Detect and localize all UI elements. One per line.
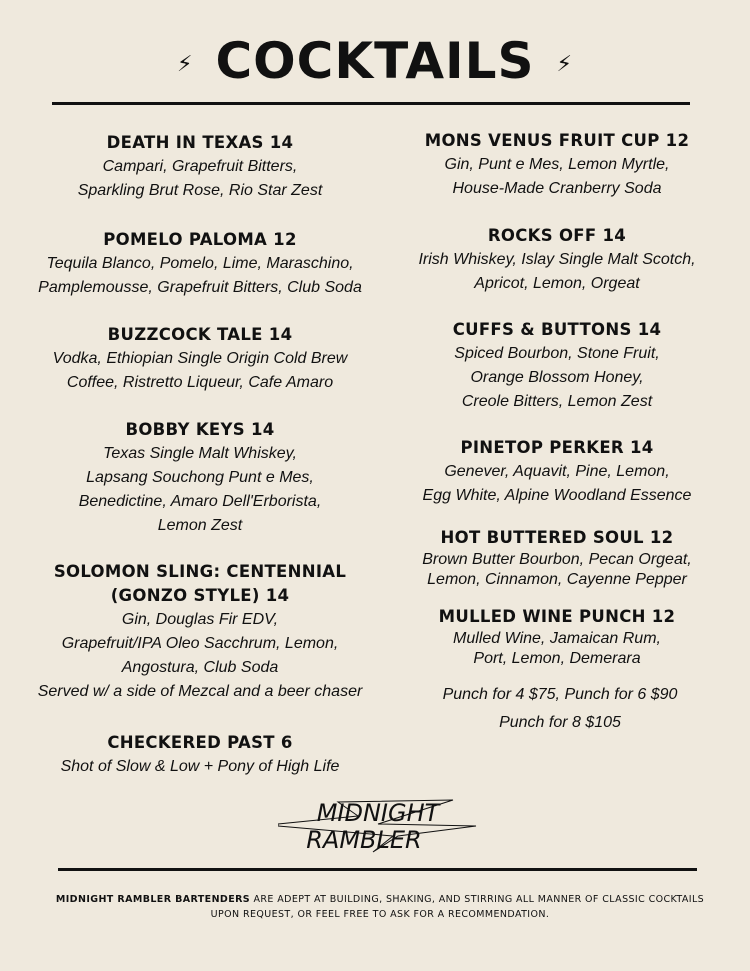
- cocktail-ingredients: Spiced Bourbon, Stone Fruit,: [454, 345, 660, 362]
- cocktail-name: CHECKERED PAST 6: [107, 733, 293, 752]
- cocktail-name: MULLED WINE PUNCH 12: [438, 607, 676, 626]
- footer-bold: MIDNIGHT RAMBLER BARTENDERS: [55, 894, 251, 905]
- cocktail-ingredients: House-Made Cranberry Soda: [452, 180, 662, 197]
- bottom-divider: [58, 868, 697, 871]
- cocktail-item: [20, 228, 380, 300]
- lightning-bolt-icon: ⚡: [556, 52, 573, 77]
- cocktail-name: MONS VENUS FRUIT CUP 12: [424, 131, 690, 150]
- cocktail-ingredients: Pamplemousse, Grapefruit Bitters, Club Soda: [38, 279, 362, 296]
- midnight-rambler-logo: [278, 796, 478, 856]
- cocktail-ingredients: Genever, Aquavit, Pine, Lemon,: [444, 463, 670, 480]
- cocktail-name: ROCKS OFF 14: [487, 226, 627, 245]
- cocktail-item: [377, 436, 737, 508]
- cocktail-item: [20, 731, 380, 779]
- cocktail-name: SOLOMON SLING: CENTENNIAL (GONZO STYLE) 14: [53, 562, 347, 605]
- cocktail-name: POMELO PALOMA 12: [103, 230, 297, 249]
- cocktail-ingredients: Lemon, Cinnamon, Cayenne Pepper: [427, 571, 687, 588]
- footer-note: [40, 892, 720, 922]
- top-divider: [52, 102, 690, 105]
- cocktail-item: [377, 129, 737, 201]
- cocktail-name: BUZZCOCK TALE 14: [107, 325, 293, 344]
- cocktail-ingredients: Apricot, Lemon, Orgeat: [474, 275, 640, 292]
- cocktail-ingredients: Benedictine, Amaro Dell'Erborista,: [78, 493, 322, 510]
- cocktail-ingredients: Lapsang Souchong Punt e Mes,: [86, 469, 314, 486]
- cocktail-ingredients: Coffee, Ristretto Liqueur, Cafe Amaro: [66, 374, 334, 391]
- cocktail-ingredients: Angostura, Club Soda: [121, 659, 279, 676]
- cocktail-ingredients: Vodka, Ethiopian Single Origin Cold Brew: [52, 350, 348, 367]
- cocktail-ingredients: Creole Bitters, Lemon Zest: [461, 393, 653, 410]
- cocktail-ingredients: Sparkling Brut Rose, Rio Star Zest: [77, 182, 323, 199]
- cocktail-item: [377, 526, 737, 590]
- cocktail-item: [20, 131, 380, 203]
- cocktail-item: [377, 605, 737, 669]
- title-text: COCKTAILS: [215, 32, 535, 90]
- punch-price-2: Punch for 8 $105: [499, 714, 621, 731]
- cocktail-ingredients: Served w/ a side of Mezcal and a beer chaser: [37, 683, 363, 700]
- cocktail-ingredients: Irish Whiskey, Islay Single Malt Scotch,: [418, 251, 696, 268]
- cocktail-item: [20, 560, 380, 704]
- cocktail-ingredients: Gin, Punt e Mes, Lemon Myrtle,: [444, 156, 670, 173]
- cocktail-ingredients: Gin, Douglas Fir EDV,: [121, 611, 279, 628]
- cocktail-name: PINETOP PERKER 14: [460, 438, 654, 457]
- cocktail-name: BOBBY KEYS 14: [125, 420, 275, 439]
- cocktail-ingredients: Tequila Blanco, Pomelo, Lime, Maraschino,: [46, 255, 354, 272]
- lightning-bolt-icon: ⚡: [177, 52, 194, 77]
- cocktail-name: DEATH IN TEXAS 14: [106, 133, 294, 152]
- cocktail-ingredients: Shot of Slow & Low + Pony of High Life: [60, 758, 340, 775]
- cocktail-ingredients: Mulled Wine, Jamaican Rum,: [453, 630, 661, 647]
- punch-price-1: Punch for 4 $75, Punch for 6 $90: [442, 686, 678, 703]
- cocktail-ingredients: Texas Single Malt Whiskey,: [103, 445, 297, 462]
- cocktail-ingredients: Port, Lemon, Demerara: [473, 650, 641, 667]
- cocktail-ingredients: Brown Butter Bourbon, Pecan Orgeat,: [422, 551, 692, 568]
- cocktail-name: HOT BUTTERED SOUL 12: [440, 528, 674, 547]
- logo-line-1: MIDNIGHT: [316, 799, 440, 827]
- cocktail-item: [377, 318, 737, 414]
- cocktail-item: [20, 418, 380, 538]
- page-title: [0, 32, 750, 90]
- footer-text: ARE ADEPT AT BUILDING, SHAKING, AND STIRRING ALL MANNER OF CLASSIC COCKTAILS UPON REQUEST, OR FEEL FREE TO ASK FOR A RECOMMENDATION.: [210, 894, 705, 920]
- cocktail-ingredients: Campari, Grapefruit Bitters,: [102, 158, 298, 175]
- cocktail-ingredients: Lemon Zest: [157, 517, 243, 534]
- cocktail-ingredients: Orange Blossom Honey,: [470, 369, 644, 386]
- cocktail-ingredients: Grapefruit/IPA Oleo Sacchrum, Lemon,: [61, 635, 339, 652]
- logo-line-2: RAMBLER: [306, 826, 422, 854]
- cocktail-ingredients: Egg White, Alpine Woodland Essence: [422, 487, 692, 504]
- cocktail-name: CUFFS & BUTTONS 14: [452, 320, 662, 339]
- cocktail-item: [377, 224, 737, 296]
- cocktail-item: [20, 323, 380, 395]
